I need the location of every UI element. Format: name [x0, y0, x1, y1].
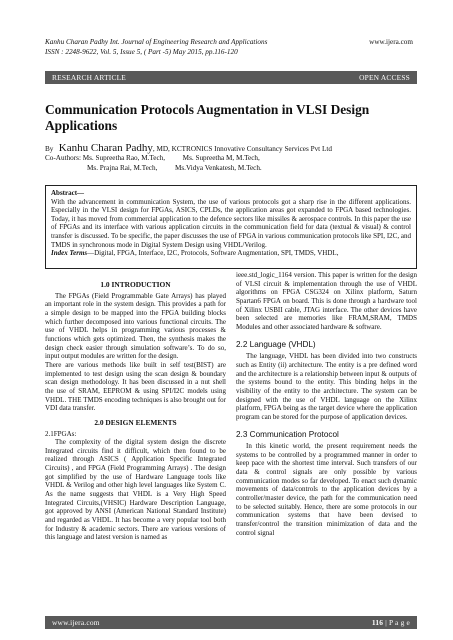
page-footer: [45, 616, 417, 629]
journal-line-1: Kanhu Charan Padhy Int. Journal of Engineering Research and Applications: [45, 38, 268, 46]
right-column: [236, 271, 417, 537]
paper-title: Communication Protocols Augmentation in VLSI Design Applications: [45, 102, 370, 133]
fpga-subheading: 2.1FPGAs:: [45, 429, 77, 438]
abstract-label: Abstract—: [51, 189, 85, 197]
index-terms-text: —Digital, FPGA, Interface, I2C, Protocols, Software Augmentation, SPI, TMDS, VHDL,: [87, 249, 339, 258]
communication-protocol-paragraph: In this kinetic world, the present requirement needs the systems to be controlled by a programmed manner in order to keep pace with the shortest time interval. Such transfers of our data & control signals are only possible by various communication modes so far developed. To enact such dynamic movements of data/controls to the application devices by a controller/master device, the path for the communication need to be selected suitably. Hence, there are some protocols in our communication systems that have been devised to transfer/control the transition minimization of data and the control signal: [236, 442, 417, 537]
coauthor-b: Ms. Supreetha M, M.Tech,: [182, 154, 260, 162]
coauthor-d: Ms.Vidya Venkatesh, M.Tech.: [174, 163, 262, 172]
introduction-heading: 1.0 INTRODUCTION: [100, 280, 171, 289]
abstract-text: With the advancement in communication System, the use of various protocols got a sharp rise in the different applications. Especially in the VLSI design for FPGAs, ASICS, CPLDs, the application areas got expanded to FPGA based technologies. Today, it has moved from commercial application to the defence sectors like missiles & aerospace controls. In this paper the use of FPGAs and its interface with various application circuits in the communication field for data (textual & visual) & control transfer is discussed. To be specific, the paper discusses the use of FPGA in various communication protocols like SPI, I2C, and TMDS in synchronous mode in Digital System Design using VHDL/Verilog.: [51, 197, 411, 249]
index-terms: [51, 249, 411, 258]
article-type-banner: [45, 71, 417, 84]
research-article-label: RESEARCH ARTICLE: [52, 73, 126, 82]
page-number-suffix: | P a g e: [383, 618, 410, 627]
coauthors-label: Co-Authors:: [45, 154, 81, 162]
journal-site-link[interactable]: www.ijera.com: [369, 38, 413, 46]
continuation-paragraph: ieee.std_logic_1164 version. This paper is written for the design of VLSI circuit & implementation through the use of VHDL algorithms on FPGA CSG324 on Xilinx platform, Saturn Spartan6 FPGA on board. This is done through a hardware tool of Xilinx USBII cable, JTAG interface. The other devices have been selected are memories like FRAM,SRAM, TMDS Modules and other associated hardware & software.: [236, 271, 417, 331]
communication-protocol-heading: 2.3 Communication Protocol: [236, 429, 339, 439]
fpga-paragraph: The complexity of the digital system design the discrete Integrated circuits find it difficult, which then found to be realized through ASICS ( Application Specific Integrated Circuits) , and FPGA (Field Programming Arrays) . The design got simplified by the use of Hardware Language tools like VHDL & Verilog and other high level languages like System C. As the name suggests that VHDL is a Very High Speed Integrated Circuits,(VHSIC) Hardware Description Language, got approved by ANSI (American National Standard Institute) and regarded as VHDL. It has become a very popular tool both for Industry & academic sectors. There are various versions of this language and latest version is named as: [45, 438, 226, 542]
journal-line-2: ISSN : 2248-9622, Vol. 5, Issue 5, ( Part -5) May 2015, pp.116-120: [45, 47, 238, 56]
page-number-value: 116: [371, 618, 384, 627]
footer-site-link[interactable]: www.ijera.com: [52, 618, 100, 627]
coauthors-block: [45, 154, 262, 173]
page-number: [372, 616, 410, 629]
open-access-label: OPEN ACCESS: [359, 73, 410, 82]
left-column: [45, 271, 226, 542]
language-heading: 2.2 Language (VHDL): [236, 339, 316, 349]
author-affiliation: , MD, KCTRONICS Innovative Consultancy Services Pvt Ltd: [152, 145, 332, 153]
design-elements-heading: 2.0 DESIGN ELEMENTS: [94, 417, 177, 427]
author-name: Kanhu Charan Padhy: [58, 142, 153, 154]
introduction-paragraph-2: There are various methods like built in self test(BIST) are implemented to test design using the scan design & boundary scan design methodology. It has been discussed in a nut shell the use of SRAM, EEPROM & using SPI/I2C models using VHDL. THE TMDS encoding techniques is also brought out for VDI data transfer.: [45, 360, 226, 413]
index-terms-label: Index Terms: [51, 249, 88, 258]
coauthor-a: Ms. Supreetha Rao, M.Tech,: [82, 154, 166, 162]
journal-header: [45, 38, 413, 57]
author-prefix: By: [45, 145, 54, 153]
introduction-paragraph-1: The FPGAs (Field Programmable Gate Arrays) has played an important role in the system design. This provides a path for a simple design to be mapped into the FPGA building blocks which further decomposed into various functional circuits. The use of VHDL helps in programming various processes & functions which gets optimized. Then, the synthesis makes the design check easier through simulation software’s. To do so, input output modules are written for the design.: [45, 291, 226, 361]
coauthor-c: Ms. Prajna Rai, M.Tech,: [87, 163, 158, 172]
language-paragraph: The language, VHDL has been divided into two constructs such as Entity (ii) architecture. The entity is a pre defined word and the architecture is a relationship between input & outputs of the systems bound to the entity. This binding helps in the visibility of the entity to the architecture. The system can be designed with the use of VHDL language on the Xilinx platform, FPGA being as the target device where the application program can be stored for the purpose of application devices.: [236, 352, 417, 421]
abstract-box: [45, 185, 417, 269]
